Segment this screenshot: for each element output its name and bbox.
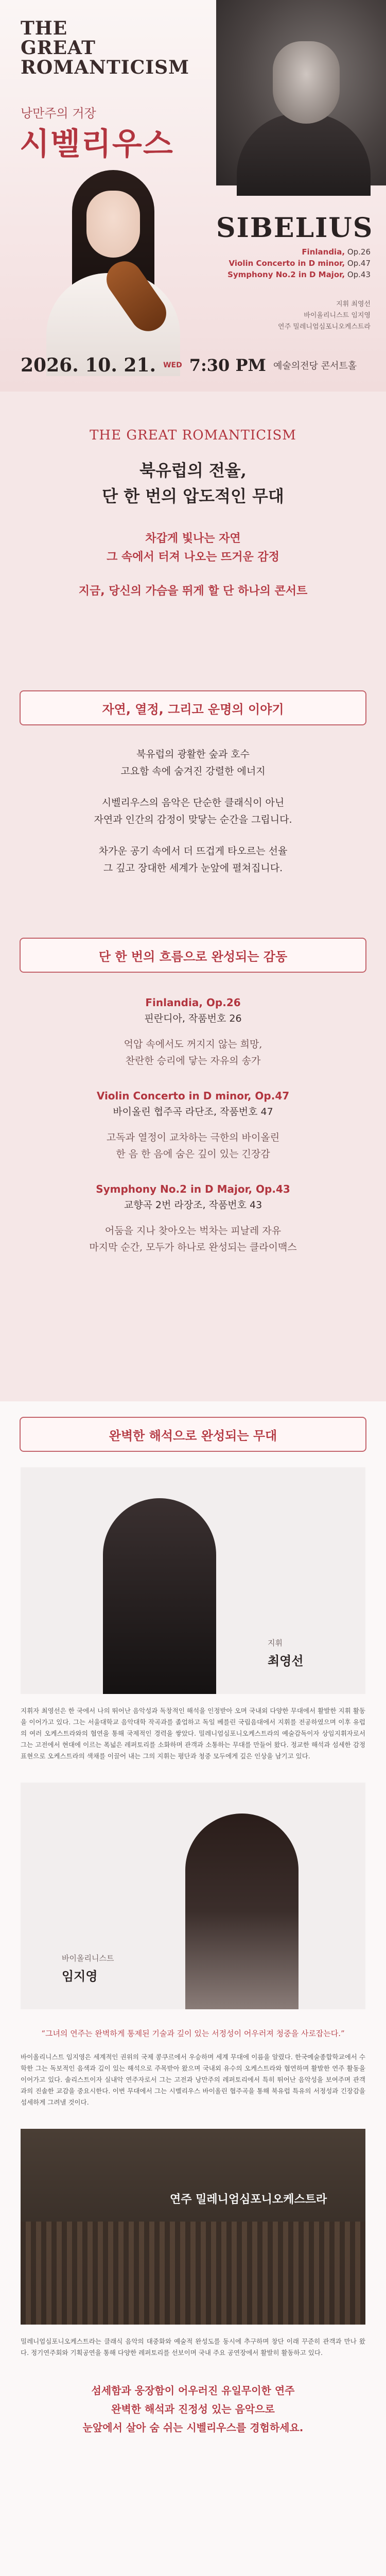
piece-title: Symphony No.2 in D Major, Op.43 <box>96 1183 290 1195</box>
piece-desc: 어둠을 지나 찾아오는 벅차는 피날레 자유 마지막 순간, 모두가 하나로 완성되는 클라이맥스 <box>89 1225 297 1253</box>
story-paragraph: 시벨리우스의 음악은 단순한 클래식이 아닌 자연과 인간의 감정이 맞닿는 순간을 그립니다. <box>94 797 292 825</box>
closing-text: 섬세함과 웅장함이 어우러진 유일무이한 연주 완벽한 해석과 진정성 있는 음악으로 눈앞에서 살아 숨 쉬는 시벨리우스를 경험하세요. <box>82 2384 304 2434</box>
piece-title: Violin Concerto in D minor, Op.47 <box>96 1090 290 1102</box>
intro-headline: 북유럽의 전율, 단 한 번의 압도적인 무대 <box>102 461 284 506</box>
hero-program-item: Symphony No.2 in D Major, Op.43 <box>227 270 371 279</box>
hero-weekday: WED <box>163 361 182 369</box>
hero-title: 시벨리우스 <box>20 126 174 162</box>
violinist-bio: 바이올리니스트 임지영은 세계적인 권위의 국제 콩쿠르에서 우승하며 세계 무대에 이름을 알렸다. 한국예술종합학교에서 수학한 그는 독보적인 음색과 깊이 있는 해석으로 주목받아 왔으며 국내외 유수의 오케스트라와 협연하며 활발한 연주 활동을 이어가고 있다. 솔리스트이자 실내악 연주자로서 그는 고전과 낭만주의 레퍼토리에서 특히 뛰어난 음악성을 보여주며 관객과의 진솔한 교감을 중요시한다. 이번 무대에서 그는 시벨리우스 바이올린 협주곡을 통해 북유럽 특유의 서정성과 긴장감을 섬세하게 그려낼 것이다. <box>21 2053 365 2106</box>
program-piece <box>0 996 386 1069</box>
credit-line: 바이올리니스트 임지영 <box>304 312 371 319</box>
piece-desc: 고독과 열정이 교차하는 극한의 바이올린 한 음 한 음에 숨은 깊이 있는 긴장감 <box>106 1132 280 1160</box>
hero-program <box>216 246 371 280</box>
piece-korean: 교향곡 2번 라장조, 작품번호 43 <box>124 1199 262 1211</box>
violinist-name: 임지영 <box>62 1969 98 1984</box>
composer-face <box>273 41 340 124</box>
orchestra-caption: 연주 밀레니엄심포니오케스트라 <box>170 2193 327 2206</box>
conductor-figure <box>103 1498 216 1694</box>
program-pieces <box>0 996 386 1256</box>
intro-section <box>0 392 386 680</box>
composer-coat <box>237 113 371 196</box>
performers-title: 완벽한 해석으로 완성되는 무대 <box>20 1417 366 1452</box>
intro-lead: 차갑게 빛나는 자연 그 속에서 터져 나오는 뜨거운 감정 <box>107 532 279 564</box>
program-title: 단 한 번의 흐름으로 완성되는 감동 <box>20 938 366 973</box>
piece-desc: 억압 속에서도 꺼지지 않는 희망, 찬란한 승리에 닿는 자유의 송가 <box>124 1039 262 1066</box>
hero-venue: 예술의전당 콘서트홀 <box>273 361 357 371</box>
story-title: 자연, 열정, 그리고 운명의 이야기 <box>20 690 366 725</box>
conductor-name: 최영선 <box>268 1654 304 1668</box>
violinist-figure <box>185 1814 299 2009</box>
hero-time: 7:30 PM <box>189 355 266 375</box>
orchestra-photo <box>21 2129 365 2325</box>
story-section <box>0 680 386 933</box>
violinist-photo <box>36 170 190 376</box>
intro-lead2: 지금, 당신의 가슴을 뛰게 할 단 하나의 콘서트 <box>78 585 308 598</box>
hero-eyebrow: THE GREAT ROMANTICISM <box>21 18 189 78</box>
piece-title: Finlandia, Op.26 <box>145 996 241 1009</box>
program-section <box>0 933 386 1401</box>
conductor-role: 지휘 <box>268 1638 283 1648</box>
intro-label: THE GREAT ROMANTICISM <box>90 428 296 443</box>
hero-date: 2026. 10. 21. <box>21 354 156 376</box>
conductor-photo <box>21 1467 365 1694</box>
credit-line: 지휘 최영선 <box>336 300 371 308</box>
story-paragraph: 차가운 공기 속에서 더 뜨겁게 타오르는 선율 그 깊고 장대한 세계가 눈앞에 펼쳐집니다. <box>98 845 288 874</box>
hero-subtitle: 낭만주의 거장 <box>21 106 96 121</box>
hero-section <box>0 0 386 392</box>
orchestra-stage <box>21 2222 365 2325</box>
violinist-face <box>86 191 140 258</box>
violinist-quote: “그녀의 연주는 완벽하게 통제된 기술과 깊이 있는 서정성이 어우러져 청중을 사로잡는다.” <box>41 2029 345 2038</box>
violinist-role: 바이올리니스트 <box>62 1954 114 1963</box>
program-piece <box>0 1183 386 1256</box>
hero-program-item: Violin Concerto in D minor, Op.47 <box>229 259 371 268</box>
hero-name-en: SIBELIUS <box>216 212 374 244</box>
composer-portrait <box>216 0 386 185</box>
violinist-profile-photo <box>21 1783 365 2009</box>
story-body <box>0 746 386 877</box>
hero-datebar <box>21 351 365 379</box>
piece-korean: 바이올린 협주곡 라단조, 작품번호 47 <box>113 1106 273 1117</box>
hero-credits <box>216 299 371 333</box>
story-paragraph: 북유럽의 광활한 숲과 호수 고요함 속에 숨겨진 강렬한 에너지 <box>120 749 266 777</box>
credit-line: 연주 밀레니엄심포니오케스트라 <box>278 323 371 331</box>
hero-program-item: Finlandia, Op.26 <box>302 247 371 257</box>
orchestra-bio: 밀레니엄심포니오케스트라는 클래식 음악의 대중화와 예술적 완성도를 동시에 추구하며 창단 이래 꾸준히 관객과 만나 왔다. 정기연주회와 기획공연을 통해 다양한 레퍼토리를 선보이며 국내 주요 공연장에서 활발히 활동하고 있다. <box>21 2337 365 2357</box>
piece-korean: 핀란디아, 작품번호 26 <box>144 1013 242 1024</box>
conductor-bio: 지휘자 최영선은 한 국에서 나의 뛰어난 음악성과 독창적인 해석을 인정받아 오며 국내외 다양한 무대에서 활발한 지휘 활동을 이어가고 있다. 그는 서울대학교 음악대학 작곡과를 졸업하고 독일 베를린 국립음대에서 지휘를 전공하였으며 이후 유럽의 여러 오케스트라와의 협연을 통해 국제적인 경력을 쌓았다. 밀레니엄심포니오케스트라의 예술감독이자 상임지휘자로서 그는 고전에서 현대에 이르는 폭넓은 레퍼토리를 소화하며 관객과 소통하는 무대를 만들어 왔다. 정교한 해석과 섬세한 감정 표현으로 오케스트라의 색채를 이끌어 내는 그의 지휘는 평단과 청중 모두에게 깊은 인상을 남기고 있다. <box>21 1707 365 1760</box>
performers-section <box>0 1401 386 2576</box>
program-piece <box>0 1090 386 1162</box>
